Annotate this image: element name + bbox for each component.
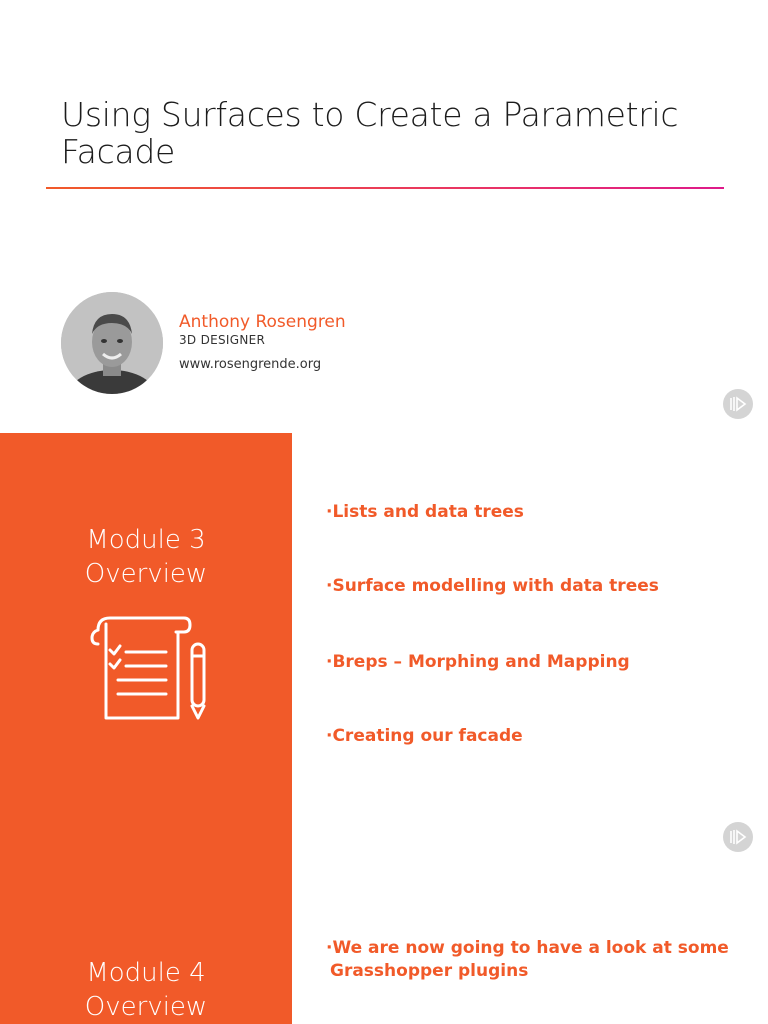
bullet-line2: Grasshopper plugins [330, 961, 529, 981]
module-4-title-line1: Module 4 [86, 958, 206, 988]
module-3-title [0, 523, 292, 591]
bullet-line1: ·We are now going to have a look at some [326, 938, 729, 958]
author-website[interactable]: www.rosengrende.org [179, 357, 322, 372]
bullet-item: ·Creating our facade [326, 726, 523, 746]
module-sidebar-panel [0, 433, 292, 1024]
author-name: Anthony Rosengren [179, 312, 346, 332]
module-4-title-line2: Overview [84, 992, 208, 1022]
author-photo-icon [61, 292, 163, 394]
slide-title: Using Surfaces to Create a Parametric Facade [61, 95, 679, 171]
title-divider [46, 187, 724, 189]
play-logo-icon [723, 389, 753, 419]
bullet-item: ·Surface modelling with data trees [326, 576, 659, 596]
module-4-title [0, 956, 292, 1024]
module-3-title-line2: Overview [84, 559, 208, 589]
module-3-title-line1: Module 3 [86, 525, 206, 555]
title-slide [0, 0, 768, 432]
play-logo-icon [723, 822, 753, 852]
bullet-item: ·Lists and data trees [326, 502, 524, 522]
author-role: 3D DESIGNER [179, 333, 266, 347]
author-avatar [61, 292, 163, 394]
bullet-item: ·Breps – Morphing and Mapping [326, 652, 630, 672]
bullet-item [326, 937, 746, 983]
notes-checklist-icon [88, 614, 212, 724]
